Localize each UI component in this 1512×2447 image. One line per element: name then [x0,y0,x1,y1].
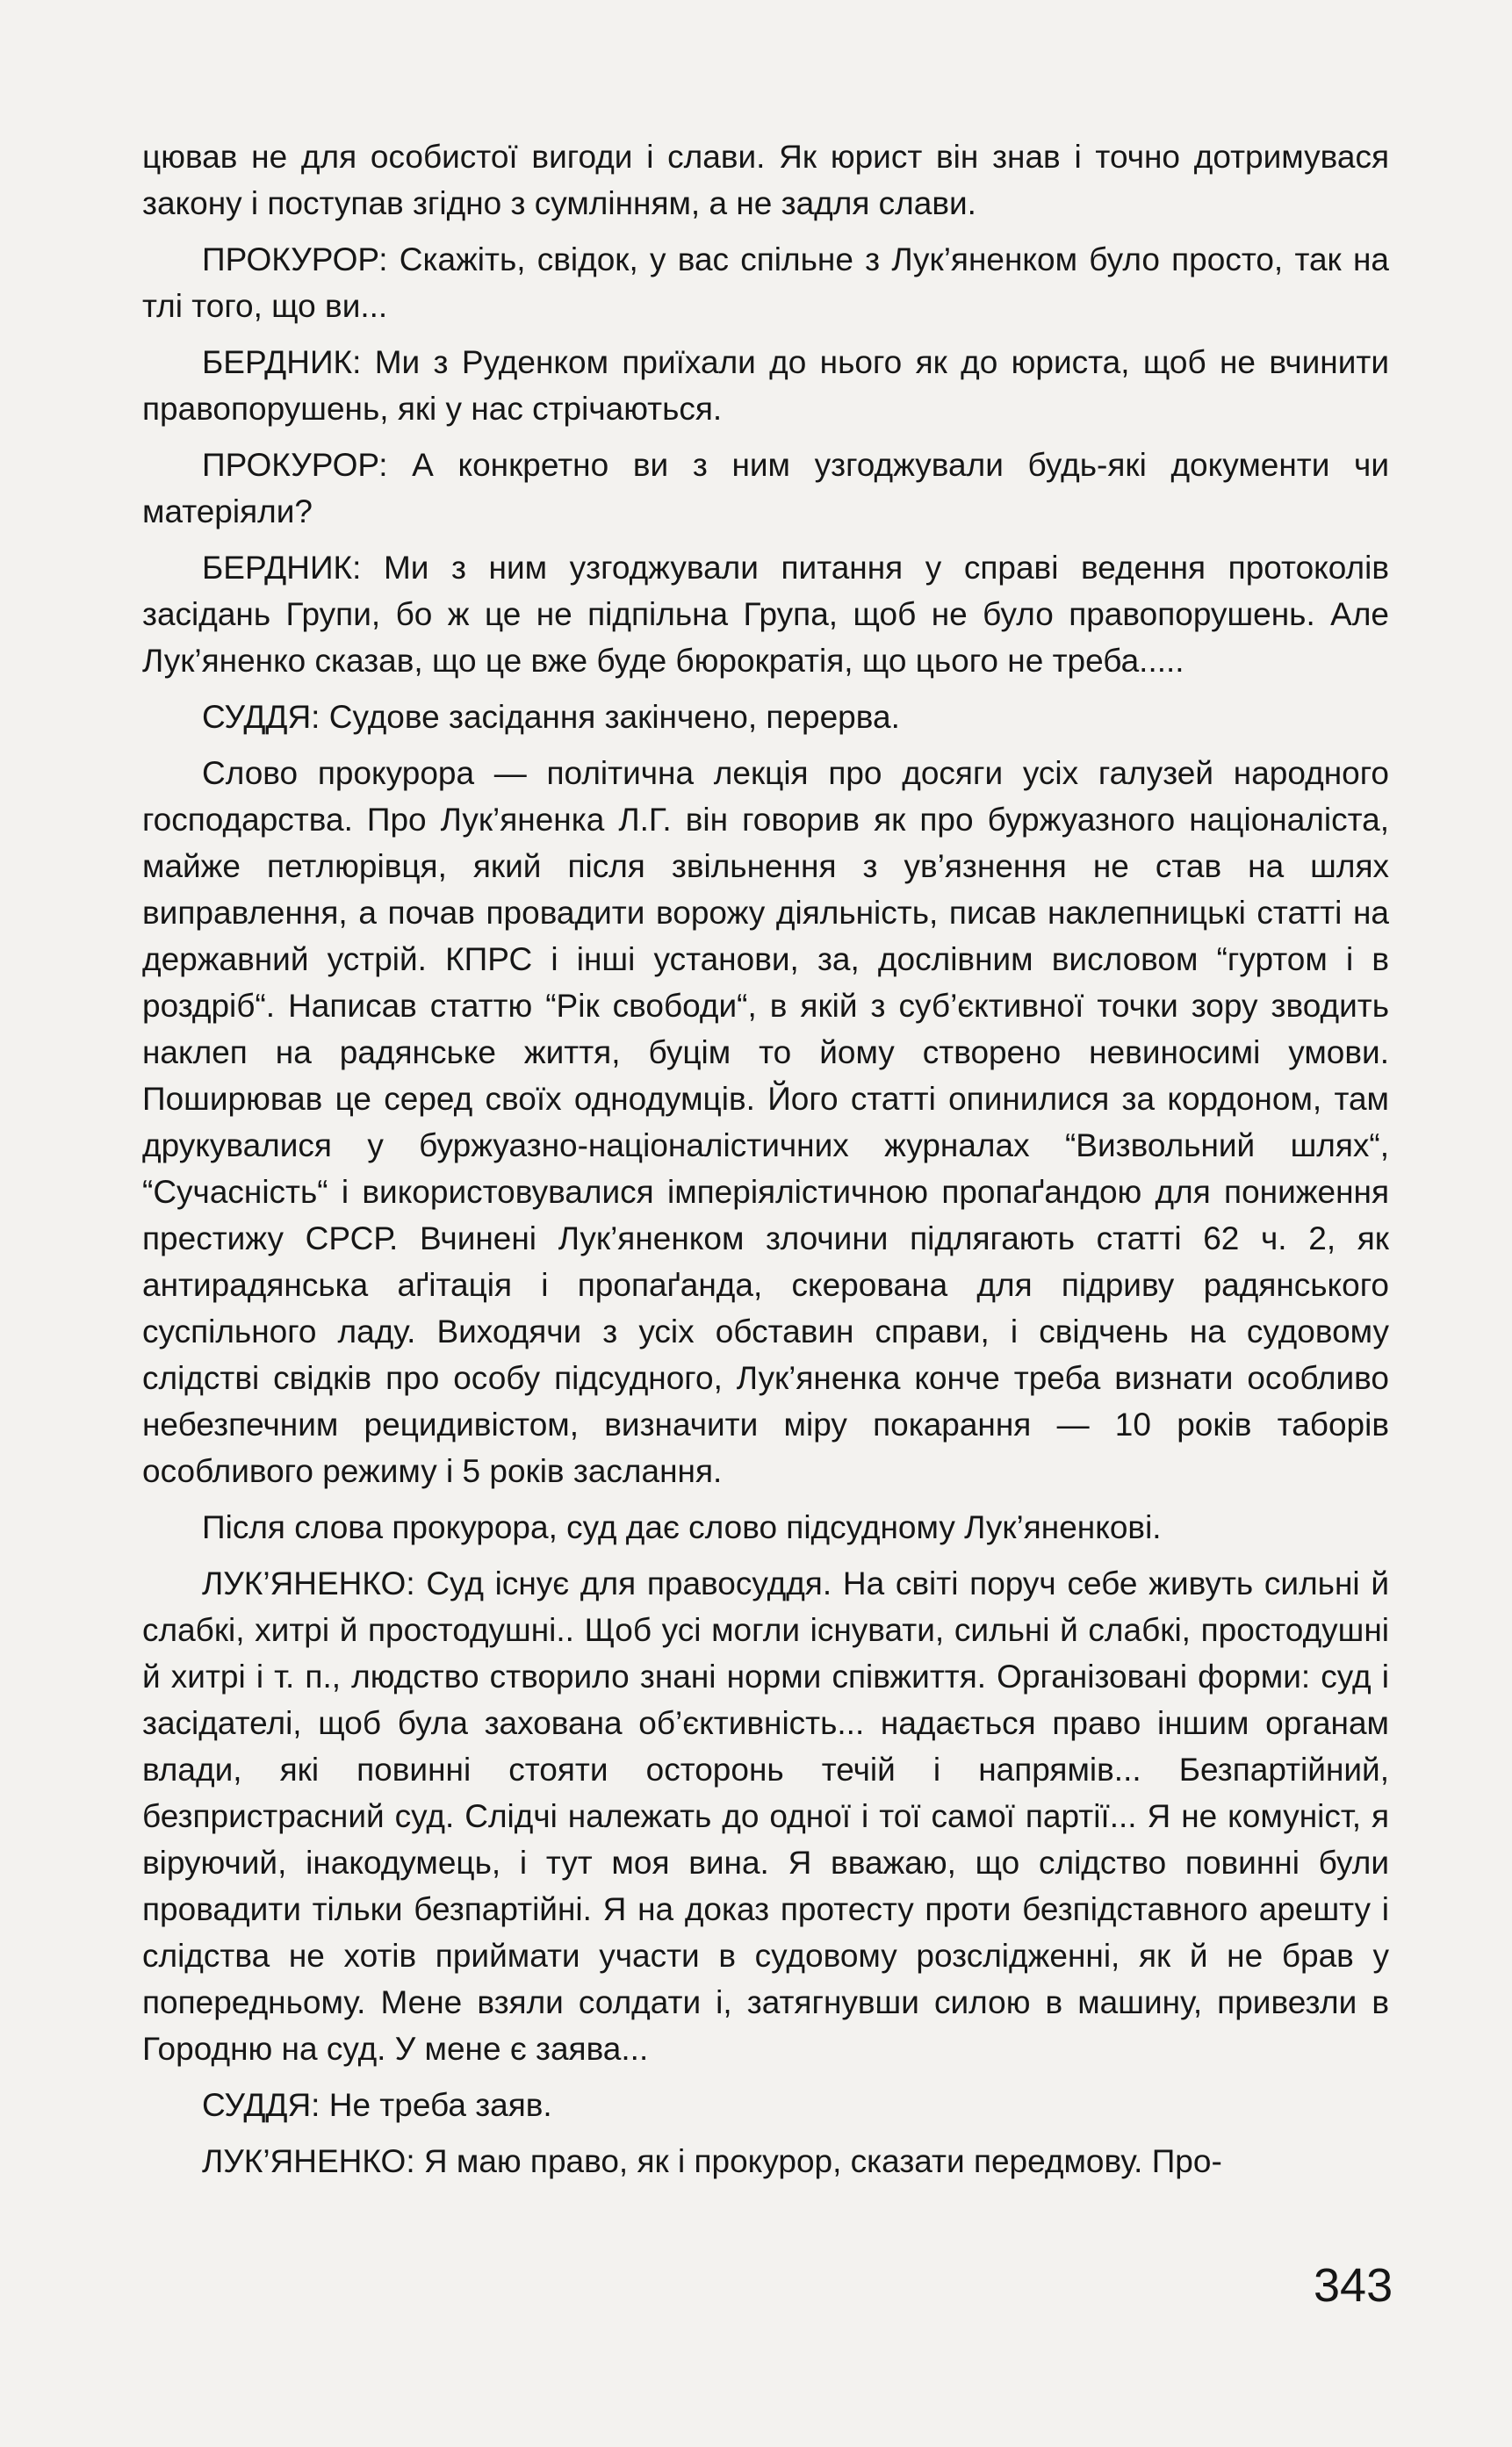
paragraph-judge-no-statements: СУДДЯ: Не треба заяв. [202,2087,552,2123]
page-number: 343 [1314,2259,1393,2312]
paragraph-court-gives-word: Після слова прокурора, суд дає слово підсудному Лук’яненкові. [202,1509,1162,1545]
paragraph-judge-recess: СУДДЯ: Судове засідання закінчено, перерва. [202,699,900,735]
paragraph-prosecutor-question-2: ПРОКУРОР: А конкретно ви з ним узгоджували будь-які документи чи матеріяли? [142,447,1389,529]
paragraph-berdnyk-answer-1: БЕРДНИК: Ми з Руденком приїхали до нього як до юриста, щоб не вчинити правопорушень, які у нас стрічаються. [142,344,1389,427]
paragraph-continuation: цював не для особистої вигоди і слави. Як юрист він знав і точно дотримувася закону і поступав згідно з сумлінням, а не задля слави. [142,139,1389,221]
paragraph-prosecutor-speech: Слово прокурора — політична лекція про досяги усіх галузей народного господарства. Про Лук’яненка Л.Г. він говорив як про буржуазного націоналіста, майже петлюрівця, який після звільнення з ув’язнення не став на шлях виправлення, а почав провадити ворожу діяльність, писав наклепницькі статті на державний устрій. КПРС і інші установи, за, дослівним висловом “гуртом і в роздріб“. Написав статтю “Рік свободи“, в якій з суб’єктивної точки зору зводить наклеп на радянське життя, буцім то йому створено невиносимі умови. Поширював це серед своїх однодумців. Його статті опинилися за кордоном, там друкувалися у буржуазно-націоналістичних журналах “Визвольний шлях“, “Сучасність“ і використовувалися імперіялістичною пропаґандою для пониження престижу СРСР. Вчинені Лук’яненком злочини підлягають статті 62 ч. 2, як антирадянська аґітація і пропаґанда, скерована для підриву радянського суспільного ладу. Виходячи з усіх обставин справи, і свідчень на судовому слідстві свідків про особу підсудного, Лук’яненка конче треба визнати особливо небезпечним рецидивістом, визначити міру покарання — 10 років таборів особливого режиму і 5 років заслання. [142,755,1389,1489]
body-text [142,133,1389,2194]
paragraph-lukianenko-reply: ЛУК’ЯНЕНКО: Я маю право, як і прокурор, сказати передмову. Про- [202,2143,1222,2179]
paragraph-berdnyk-answer-2: БЕРДНИК: Ми з ним узгоджували питання у справі ведення протоколів засідань Групи, бо ж це не підпільна Група, щоб не було правопорушень. Але Лук’яненко сказав, що це вже буде бюрократія, що цього не треба..... [142,550,1389,679]
paragraph-prosecutor-question-1: ПРОКУРОР: Скажіть, свідок, у вас спільне з Лук’яненком було просто, так на тлі того, що ви... [142,241,1389,324]
paragraph-lukianenko-speech: ЛУК’ЯНЕНКО: Суд існує для правосуддя. На світі поруч себе живуть сильні й слабкі, хитрі й простодушні.. Щоб усі могли існувати, сильні й слабкі, простодушні й хитрі і т. п., людство створило знані норми співжиття. Організовані форми: суд і засідателі, щоб була захована об’єктивність... надається право іншим органам влади, які повинні стояти осторонь течій і напрямів... Безпартійний, безпристрасний суд. Слідчі належать до одної і тої самої партії... Я не комуніст, я віруючий, інакодумець, і тут моя вина. Я вважаю, що слідство повинні були провадити тільки безпартійні. Я на доказ протесту проти безпідставного арешту і слідства не хотів приймати участи в судовому розслідженні, як й не брав у попередньому. Мене взяли солдати і, затягнувши силою в машину, привезли в Городню на суд. У мене є заява... [142,1565,1389,2067]
